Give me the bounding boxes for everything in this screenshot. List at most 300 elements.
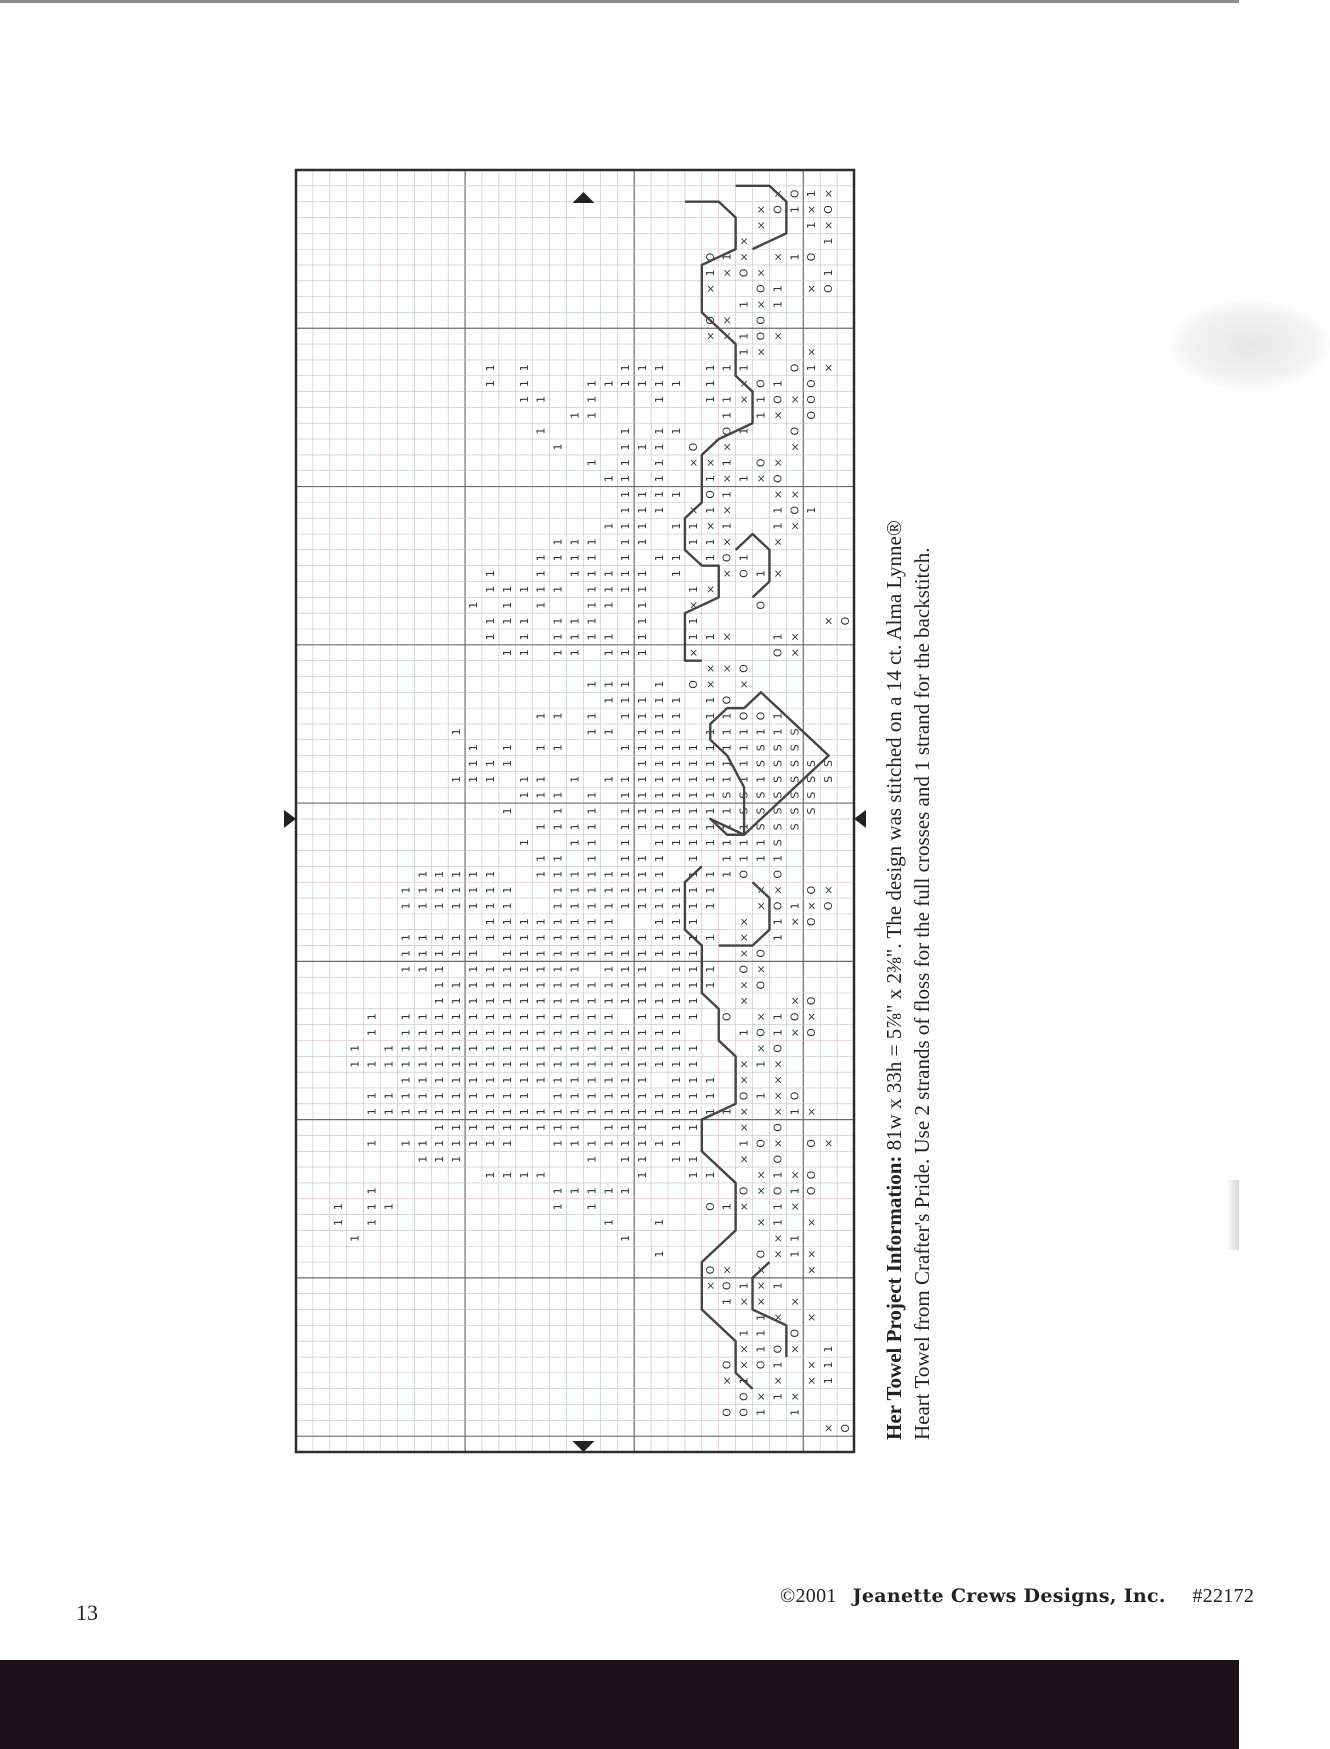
stitch-symbol-1: 1 xyxy=(653,443,667,451)
stitch-symbol-1: 1 xyxy=(636,522,650,530)
stitch-symbol-o: O xyxy=(805,1186,819,1196)
stitch-symbol-1: 1 xyxy=(653,728,667,736)
stitch-symbol-1: 1 xyxy=(653,791,667,799)
stitch-symbol-x: × xyxy=(788,442,802,452)
stitch-symbol-o: O xyxy=(771,395,785,404)
stitch-symbol-1: 1 xyxy=(653,380,667,388)
stitch-symbol-1: 1 xyxy=(703,934,717,942)
stitch-symbol-x: × xyxy=(686,600,700,610)
stitch-symbol-o: O xyxy=(720,1281,734,1291)
stitch-symbol-x: × xyxy=(686,505,700,515)
stitch-symbol-x: × xyxy=(788,1027,802,1038)
stitch-symbol-1: 1 xyxy=(534,1171,548,1179)
stitch-symbol-x: × xyxy=(737,1059,751,1069)
stitch-symbol-o: O xyxy=(737,1392,751,1401)
stitch-symbol-1: 1 xyxy=(450,1124,464,1132)
stitch-symbol-x: × xyxy=(686,648,700,658)
stitch-symbol-x: × xyxy=(703,331,717,341)
stitch-symbol-1: 1 xyxy=(703,902,717,910)
stitch-symbol-1: 1 xyxy=(602,1108,616,1116)
stitch-symbol-x: × xyxy=(737,996,751,1006)
stitch-symbol-1: 1 xyxy=(653,744,667,752)
stitch-symbol-s: S xyxy=(771,744,785,752)
stitch-symbol-1: 1 xyxy=(534,1124,548,1132)
stitch-symbol-1: 1 xyxy=(585,870,599,878)
stitch-symbol-1: 1 xyxy=(653,823,667,831)
stitch-symbol-1: 1 xyxy=(771,728,785,736)
stitch-symbol-1: 1 xyxy=(585,712,599,720)
stitch-symbol-1: 1 xyxy=(669,965,683,973)
stitch-symbol-1: 1 xyxy=(568,934,582,942)
stitch-symbol-1: 1 xyxy=(551,997,565,1005)
stitch-symbol-1: 1 xyxy=(517,1029,531,1037)
stitch-symbol-1: 1 xyxy=(483,380,497,388)
stitch-symbol-1: 1 xyxy=(737,427,751,435)
stitch-symbol-1: 1 xyxy=(416,902,430,910)
stitch-symbol-o: O xyxy=(822,205,836,214)
stitch-symbol-1: 1 xyxy=(483,1171,497,1179)
stitch-symbol-s: S xyxy=(737,791,751,799)
stitch-symbol-1: 1 xyxy=(720,760,734,768)
stitch-symbol-o: O xyxy=(822,284,836,294)
stitch-symbol-o: O xyxy=(771,205,785,214)
stitch-symbol-1: 1 xyxy=(686,1013,700,1021)
stitch-symbol-1: 1 xyxy=(686,522,700,530)
stitch-symbol-1: 1 xyxy=(585,585,599,593)
stitch-symbol-1: 1 xyxy=(653,1060,667,1068)
stitch-symbol-1: 1 xyxy=(483,760,497,768)
caption-lead: Her Towel Project Information: xyxy=(882,1155,906,1440)
stitch-symbol-1: 1 xyxy=(450,870,464,878)
stitch-symbol-1: 1 xyxy=(703,870,717,878)
stitch-symbol-1: 1 xyxy=(703,981,717,989)
stitch-symbol-1: 1 xyxy=(585,1203,599,1211)
stitch-symbol-1: 1 xyxy=(686,1171,700,1179)
stitch-symbol-1: 1 xyxy=(433,1060,447,1068)
stitch-symbol-1: 1 xyxy=(636,934,650,942)
stitch-symbol-1: 1 xyxy=(686,585,700,593)
stitch-symbol-1: 1 xyxy=(754,775,768,783)
stitch-symbol-1: 1 xyxy=(467,949,481,957)
stitch-symbol-1: 1 xyxy=(805,190,819,198)
stitch-symbol-1: 1 xyxy=(720,1108,734,1116)
stitch-symbol-x: × xyxy=(754,1217,768,1228)
stitch-symbol-1: 1 xyxy=(703,807,717,815)
stitch-symbol-1: 1 xyxy=(365,1108,379,1116)
stitch-symbol-1: 1 xyxy=(737,728,751,736)
stitch-symbol-1: 1 xyxy=(500,949,514,957)
stitch-symbol-x: × xyxy=(805,1249,819,1259)
stitch-symbol-1: 1 xyxy=(534,395,548,403)
stitch-symbol-s: S xyxy=(771,775,785,783)
stitch-symbol-1: 1 xyxy=(551,1013,565,1021)
stitch-symbol-1: 1 xyxy=(653,712,667,720)
stitch-symbol-1: 1 xyxy=(669,760,683,768)
stitch-symbol-1: 1 xyxy=(585,538,599,546)
stitch-symbol-x: × xyxy=(805,1107,819,1117)
stitch-symbol-o: O xyxy=(754,1028,768,1037)
stitch-symbol-o: O xyxy=(737,268,751,278)
stitch-symbol-1: 1 xyxy=(602,997,616,1005)
stitch-symbol-1: 1 xyxy=(686,744,700,752)
stitch-symbol-1: 1 xyxy=(619,854,633,862)
stitch-symbol-s: S xyxy=(754,823,768,831)
stitch-symbol-1: 1 xyxy=(551,649,565,657)
stitch-symbol-1: 1 xyxy=(551,870,565,878)
stitch-symbol-1: 1 xyxy=(822,1377,836,1385)
stitch-symbol-1: 1 xyxy=(636,760,650,768)
stitch-symbol-1: 1 xyxy=(551,1187,565,1195)
stitch-symbol-1: 1 xyxy=(602,1092,616,1100)
stitch-symbol-1: 1 xyxy=(653,680,667,688)
stitch-symbol-1: 1 xyxy=(483,1124,497,1132)
stitch-symbol-1: 1 xyxy=(365,1013,379,1021)
stitch-symbol-x: × xyxy=(788,394,802,405)
stitch-symbol-x: × xyxy=(805,1376,819,1386)
stitch-symbol-1: 1 xyxy=(602,902,616,910)
stitch-symbol-1: 1 xyxy=(585,854,599,862)
stitch-symbol-1: 1 xyxy=(534,949,548,957)
stitch-symbol-o: O xyxy=(805,996,819,1006)
stitch-symbol-x: × xyxy=(754,885,768,895)
stitch-symbol-1: 1 xyxy=(703,886,717,894)
stitch-symbol-1: 1 xyxy=(399,965,413,973)
stitch-symbol-1: 1 xyxy=(669,886,683,894)
stitch-symbol-o: O xyxy=(805,379,819,389)
stitch-symbol-1: 1 xyxy=(636,443,650,451)
stitch-symbol-1: 1 xyxy=(788,1408,802,1416)
stitch-symbol-x: × xyxy=(822,220,836,231)
stitch-symbol-1: 1 xyxy=(653,949,667,957)
stitch-symbol-1: 1 xyxy=(399,1029,413,1037)
stitch-symbol-1: 1 xyxy=(619,380,633,388)
stitch-symbol-1: 1 xyxy=(686,791,700,799)
stitch-symbol-1: 1 xyxy=(619,696,633,704)
stitch-symbol-1: 1 xyxy=(382,1060,396,1068)
stitch-symbol-1: 1 xyxy=(703,364,717,372)
stitch-symbol-1: 1 xyxy=(602,649,616,657)
stitch-symbol-1: 1 xyxy=(551,823,565,831)
stitch-symbol-1: 1 xyxy=(771,522,785,530)
stitch-symbol-o: O xyxy=(754,600,768,610)
stitch-symbol-x: × xyxy=(754,474,768,484)
stitch-symbol-1: 1 xyxy=(737,554,751,562)
stitch-symbol-1: 1 xyxy=(568,1108,582,1116)
stitch-symbol-1: 1 xyxy=(602,965,616,973)
stitch-symbol-1: 1 xyxy=(517,1171,531,1179)
stitch-symbol-1: 1 xyxy=(619,1187,633,1195)
stitch-symbol-1: 1 xyxy=(517,965,531,973)
stitch-symbol-1: 1 xyxy=(619,934,633,942)
stitch-symbol-1: 1 xyxy=(653,490,667,498)
stitch-symbol-1: 1 xyxy=(551,1203,565,1211)
stitch-symbol-1: 1 xyxy=(669,744,683,752)
stitch-symbol-1: 1 xyxy=(669,490,683,498)
stitch-symbol-x: × xyxy=(771,1059,785,1069)
stitch-symbol-1: 1 xyxy=(500,1044,514,1052)
stitch-symbol-1: 1 xyxy=(619,949,633,957)
stitch-symbol-1: 1 xyxy=(720,364,734,372)
stitch-symbol-1: 1 xyxy=(619,1076,633,1084)
stitch-symbol-x: × xyxy=(720,1376,734,1386)
stitch-symbol-1: 1 xyxy=(771,1219,785,1227)
stitch-symbol-1: 1 xyxy=(450,1139,464,1147)
stitch-symbol-1: 1 xyxy=(450,949,464,957)
stitch-symbol-o: O xyxy=(754,331,768,341)
stitch-symbol-1: 1 xyxy=(602,585,616,593)
stitch-symbol-1: 1 xyxy=(754,854,768,862)
stitch-symbol-1: 1 xyxy=(416,1108,430,1116)
stitch-symbol-1: 1 xyxy=(365,1092,379,1100)
company-name: Jeanette Crews Designs, Inc. xyxy=(852,1585,1166,1607)
stitch-symbol-o: O xyxy=(805,395,819,404)
stitch-symbol-1: 1 xyxy=(585,1076,599,1084)
stitch-symbol-1: 1 xyxy=(669,728,683,736)
stitch-symbol-1: 1 xyxy=(534,1076,548,1084)
scan-edge-smudge xyxy=(1226,1180,1239,1250)
stitch-symbol-1: 1 xyxy=(754,570,768,578)
stitch-symbol-o: O xyxy=(754,1139,768,1148)
stitch-symbol-1: 1 xyxy=(534,997,548,1005)
stitch-symbol-x: × xyxy=(754,299,768,310)
stitch-symbol-1: 1 xyxy=(686,1060,700,1068)
stitch-symbol-1: 1 xyxy=(619,506,633,514)
stitch-symbol-o: O xyxy=(805,410,819,420)
stitch-symbol-1: 1 xyxy=(720,712,734,720)
stitch-symbol-o: O xyxy=(788,189,802,199)
stitch-symbol-1: 1 xyxy=(602,1013,616,1021)
stitch-symbol-x: × xyxy=(703,584,717,595)
stitch-symbol-1: 1 xyxy=(669,823,683,831)
stitch-symbol-1: 1 xyxy=(788,1234,802,1242)
stitch-symbol-1: 1 xyxy=(399,934,413,942)
stitch-symbol-1: 1 xyxy=(653,1029,667,1037)
stitch-symbol-1: 1 xyxy=(534,934,548,942)
stitch-symbol-1: 1 xyxy=(619,475,633,483)
stitch-symbol-1: 1 xyxy=(653,506,667,514)
stitch-symbol-x: × xyxy=(754,220,768,231)
stitch-symbol-1: 1 xyxy=(467,1044,481,1052)
stitch-symbol-1: 1 xyxy=(636,1076,650,1084)
stitch-symbol-1: 1 xyxy=(737,1139,751,1147)
stitch-symbol-1: 1 xyxy=(551,918,565,926)
stitch-symbol-x: × xyxy=(788,632,802,642)
stitch-symbol-1: 1 xyxy=(737,475,751,483)
stitch-symbol-1: 1 xyxy=(754,839,768,847)
stitch-symbol-1: 1 xyxy=(348,1234,362,1242)
stitch-symbol-1: 1 xyxy=(703,1171,717,1179)
stitch-symbol-1: 1 xyxy=(619,1060,633,1068)
stitch-symbol-o: O xyxy=(771,1154,785,1164)
stitch-symbol-1: 1 xyxy=(433,934,447,942)
stitch-symbol-1: 1 xyxy=(720,823,734,831)
stitch-symbol-x: × xyxy=(754,347,768,357)
stitch-symbol-x: × xyxy=(703,521,717,531)
cross-stitch-chart xyxy=(296,170,854,1452)
stitch-symbol-1: 1 xyxy=(686,1044,700,1052)
stitch-symbol-1: 1 xyxy=(771,1013,785,1021)
stitch-symbol-1: 1 xyxy=(669,1029,683,1037)
stitch-symbol-1: 1 xyxy=(416,886,430,894)
stitch-symbol-1: 1 xyxy=(534,981,548,989)
stitch-symbol-1: 1 xyxy=(602,633,616,641)
stitch-symbol-o: O xyxy=(737,1186,751,1196)
stitch-symbol-x: × xyxy=(771,1376,785,1386)
stitch-symbol-1: 1 xyxy=(703,712,717,720)
caption-details: 81w x 33h = 5⅞" x 2⅜". The design was stitched on a 14 ct. Alma Lynne® xyxy=(882,520,906,1156)
top-edge-rule xyxy=(0,0,1239,3)
stitch-symbol-1: 1 xyxy=(517,839,531,847)
stitch-symbol-x: × xyxy=(737,1297,751,1307)
stitch-symbol-o: O xyxy=(720,426,734,436)
stitch-symbol-1: 1 xyxy=(703,554,717,562)
caption-line-1 xyxy=(880,350,908,1440)
stitch-symbol-1: 1 xyxy=(669,1076,683,1084)
stitch-symbol-x: × xyxy=(822,189,836,199)
stitch-symbol-1: 1 xyxy=(365,1139,379,1147)
stitch-symbol-o: O xyxy=(839,1423,853,1433)
stitch-symbol-1: 1 xyxy=(517,380,531,388)
stitch-symbol-1: 1 xyxy=(636,823,650,831)
stitch-symbol-1: 1 xyxy=(467,760,481,768)
stitch-symbol-1: 1 xyxy=(517,775,531,783)
stitch-symbol-1: 1 xyxy=(551,443,565,451)
stitch-symbol-1: 1 xyxy=(602,1187,616,1195)
stitch-symbol-x: × xyxy=(754,1281,768,1291)
stitch-symbol-1: 1 xyxy=(534,1029,548,1037)
stitch-symbol-1: 1 xyxy=(720,744,734,752)
stitch-symbol-1: 1 xyxy=(619,522,633,530)
stitch-symbol-1: 1 xyxy=(669,427,683,435)
stitch-symbol-1: 1 xyxy=(382,1092,396,1100)
stitch-symbol-1: 1 xyxy=(467,965,481,973)
stitch-symbol-x: × xyxy=(805,284,819,294)
stitch-symbol-1: 1 xyxy=(788,253,802,261)
stitch-symbol-o: O xyxy=(720,1012,734,1022)
stitch-symbol-1: 1 xyxy=(754,1092,768,1100)
stitch-symbol-s: S xyxy=(771,760,785,768)
stitch-symbol-1: 1 xyxy=(653,918,667,926)
stitch-symbol-1: 1 xyxy=(771,934,785,942)
stitch-symbol-1: 1 xyxy=(585,823,599,831)
stitch-symbol-o: O xyxy=(788,426,802,436)
stitch-symbol-x: × xyxy=(720,442,734,452)
stitch-symbol-1: 1 xyxy=(517,633,531,641)
stitch-symbol-1: 1 xyxy=(450,1155,464,1163)
stitch-symbol-1: 1 xyxy=(619,1029,633,1037)
stitch-symbol-1: 1 xyxy=(517,617,531,625)
stitch-symbol-1: 1 xyxy=(602,522,616,530)
stitch-symbol-1: 1 xyxy=(703,380,717,388)
stitch-symbol-1: 1 xyxy=(483,364,497,372)
stitch-symbol-x: × xyxy=(737,252,751,262)
stitch-symbol-s: S xyxy=(788,775,802,783)
stitch-symbol-x: × xyxy=(754,1297,768,1307)
stitch-symbol-1: 1 xyxy=(500,585,514,593)
stitch-symbol-1: 1 xyxy=(619,538,633,546)
stitch-symbol-1: 1 xyxy=(686,870,700,878)
stitch-symbol-1: 1 xyxy=(686,934,700,942)
stitch-symbol-1: 1 xyxy=(822,1361,836,1369)
stitch-symbol-x: × xyxy=(737,1202,751,1212)
stitch-symbol-1: 1 xyxy=(483,633,497,641)
stitch-symbol-x: × xyxy=(822,885,836,895)
stitch-symbol-1: 1 xyxy=(483,617,497,625)
project-caption xyxy=(880,350,936,1440)
stitch-symbol-o: O xyxy=(788,1012,802,1022)
stitch-symbol-1: 1 xyxy=(686,633,700,641)
stitch-symbol-s: S xyxy=(754,760,768,768)
stitch-symbol-s: S xyxy=(788,728,802,736)
stitch-symbol-1: 1 xyxy=(551,807,565,815)
stitch-symbol-s: S xyxy=(720,791,734,799)
stitch-symbol-o: O xyxy=(720,1360,734,1370)
stitch-symbol-1: 1 xyxy=(720,775,734,783)
stitch-symbol-1: 1 xyxy=(483,981,497,989)
stitch-symbol-1: 1 xyxy=(636,886,650,894)
stitch-symbol-x: × xyxy=(737,1122,751,1133)
stitch-symbol-1: 1 xyxy=(399,1060,413,1068)
stitch-symbol-o: O xyxy=(805,1170,819,1180)
stitch-symbol-1: 1 xyxy=(348,1044,362,1052)
stitch-symbol-1: 1 xyxy=(450,1013,464,1021)
stitch-symbol-1: 1 xyxy=(500,981,514,989)
stitch-symbol-o: O xyxy=(805,252,819,262)
stitch-symbol-1: 1 xyxy=(483,965,497,973)
stitch-symbol-1: 1 xyxy=(585,601,599,609)
copyright-line xyxy=(780,1585,1254,1608)
stitch-symbol-1: 1 xyxy=(585,997,599,1005)
stitch-symbol-1: 1 xyxy=(450,728,464,736)
stitch-symbol-1: 1 xyxy=(619,1092,633,1100)
stitch-symbol-1: 1 xyxy=(669,1013,683,1021)
stitch-symbol-1: 1 xyxy=(433,981,447,989)
stitch-symbol-1: 1 xyxy=(551,1029,565,1037)
stitch-symbol-1: 1 xyxy=(703,728,717,736)
stitch-symbol-1: 1 xyxy=(805,221,819,229)
stitch-symbol-1: 1 xyxy=(483,870,497,878)
stitch-symbol-1: 1 xyxy=(619,870,633,878)
center-marker-left xyxy=(284,810,296,828)
stitch-symbol-1: 1 xyxy=(568,570,582,578)
stitch-symbol-1: 1 xyxy=(619,886,633,894)
stitch-symbol-1: 1 xyxy=(517,1076,531,1084)
stitch-symbol-1: 1 xyxy=(737,823,751,831)
stitch-symbol-1: 1 xyxy=(331,1203,345,1211)
stitch-symbol-s: S xyxy=(771,839,785,847)
stitch-symbol-1: 1 xyxy=(619,902,633,910)
stitch-symbol-1: 1 xyxy=(483,1076,497,1084)
stitch-symbol-1: 1 xyxy=(534,554,548,562)
stitch-symbol-x: × xyxy=(737,236,751,246)
stitch-symbol-x: × xyxy=(703,458,717,468)
stitch-symbol-1: 1 xyxy=(568,870,582,878)
stitch-symbol-1: 1 xyxy=(585,949,599,957)
stitch-symbol-o: O xyxy=(805,885,819,895)
stitch-symbol-1: 1 xyxy=(720,870,734,878)
stitch-symbol-1: 1 xyxy=(399,1013,413,1021)
stitch-symbol-1: 1 xyxy=(653,902,667,910)
stitch-symbol-1: 1 xyxy=(551,1124,565,1132)
stitch-symbol-x: × xyxy=(737,933,751,943)
stitch-symbol-x: × xyxy=(822,1138,836,1148)
stitch-symbol-1: 1 xyxy=(416,1092,430,1100)
stitch-symbol-x: × xyxy=(737,1107,751,1117)
stitch-symbol-1: 1 xyxy=(636,965,650,973)
stitch-symbol-1: 1 xyxy=(636,775,650,783)
stitch-symbol-1: 1 xyxy=(669,554,683,562)
stitch-symbol-1: 1 xyxy=(399,886,413,894)
